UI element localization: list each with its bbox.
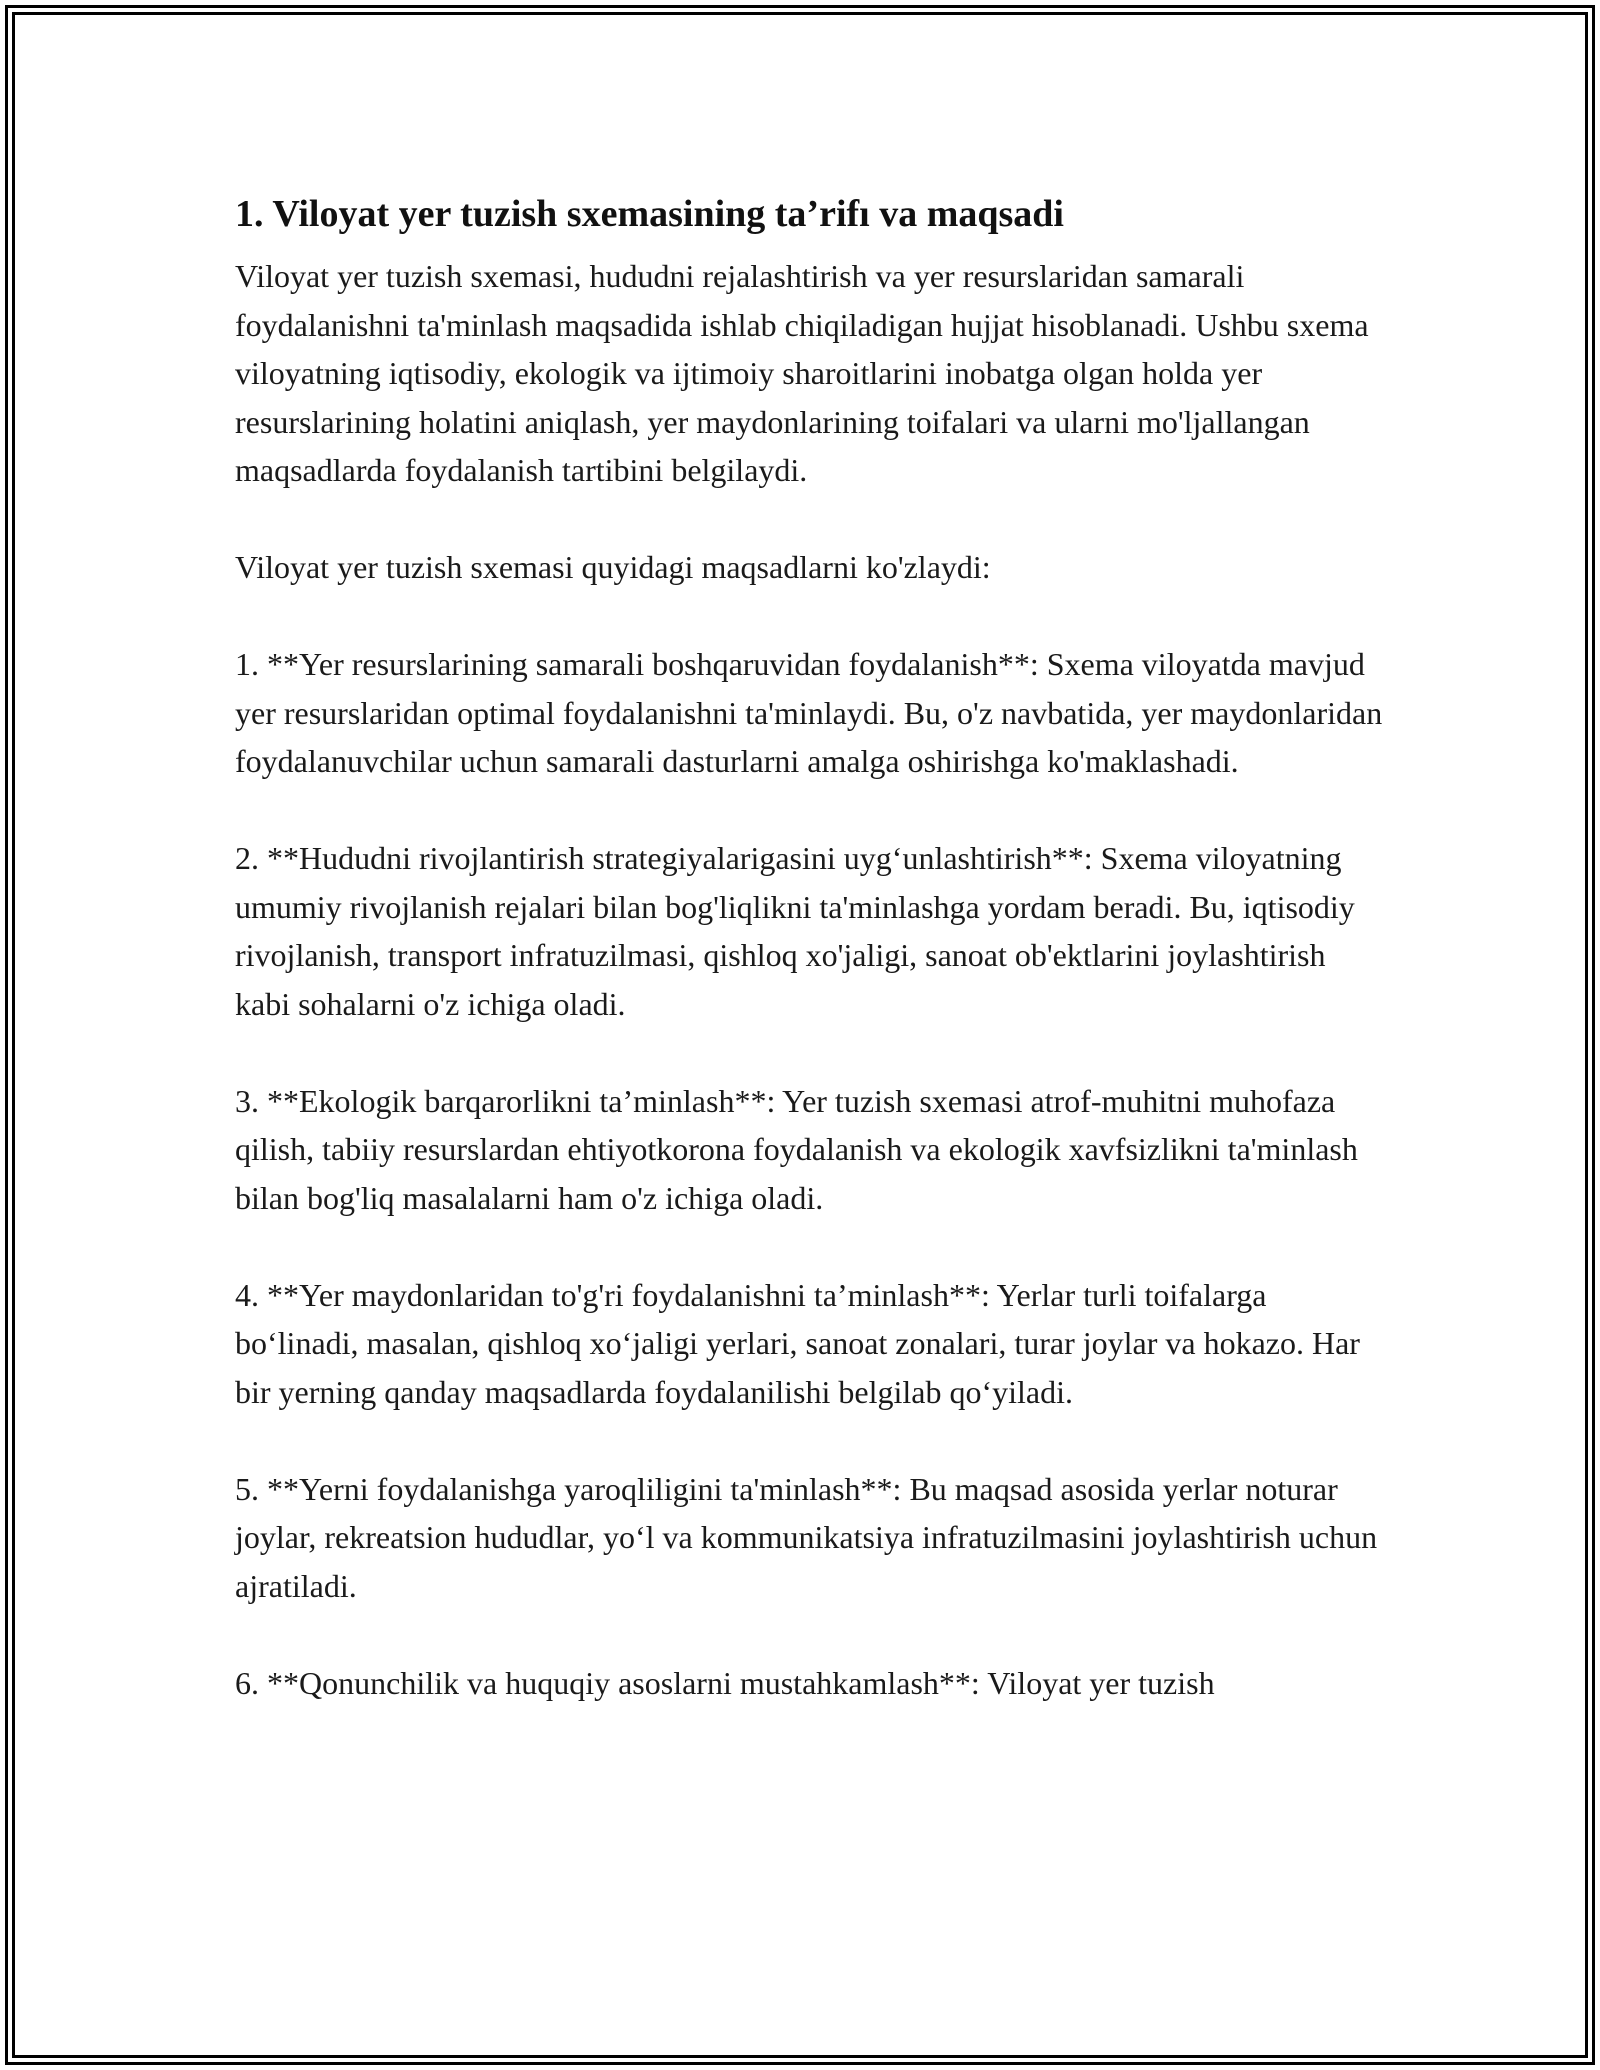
section-heading: 1. Viloyat yer tuzish sxemasining ta’rifı va maqsadi bbox=[235, 193, 1064, 235]
goal-item-3: 3. **Ekologik barqarorlikni ta’minlash**: Yer tuzish sxemasi atrof-muhitni muhofaza qilish, tabiiy resurslardan ehtiyotkorona foydalanish va ekologik xavfsizlikni ta'minlash bilan bog'liq masalalarni ham o'z ichiga oladi. bbox=[235, 1082, 1358, 1216]
intro-paragraph: Viloyat yer tuzish sxemasi, hududni rejalashtirish va yer resurslaridan samarali foydalanishni ta'minlash maqsadida ishlab chiqiladigan hujjat hisoblanadi. Ushbu sxema viloyatning iqtisodiy, ekologik va ijtimoiy sharoitlarini inobatga olgan holda yer resurslarining holatini aniqlash, yer maydonlarining toifalari va ularni mo'ljallangan maqsadlarda foydalanish tartibini belgilaydi. bbox=[235, 258, 1369, 488]
goal-item-2: 2. **Hududni rivojlantirish strategiyalarigasini uyg‘unlashtirish**: Sxema viloyatning umumiy rivojlanish rejalari bilan bog'liqlikni ta'minlashga yordam beradi. Bu, iqtisodiy rivojlanish, transport infratuzilmasi, qishloq xo'jaligi, sanoat ob'ektlarini joylashtirish kabi sohalarni o'z ichiga oladi. bbox=[235, 840, 1355, 1022]
document-body bbox=[235, 188, 1385, 1756]
goal-item-1: 1. **Yer resurslarining samarali boshqaruvidan foydalanish**: Sxema viloyatda mavjud yer resurslaridan optimal foydalanishni ta'minlaydi. Bu, o'z navbatida, yer maydonlaridan foydalanuvchilar uchun samarali dasturlarni amalga oshirishga ko'maklashadi. bbox=[235, 646, 1383, 779]
goal-item-5: 5. **Yerni foydalanishga yaroqliligini ta'minlash**: Bu maqsad asosida yerlar noturar joylar, rekreatsion hududlar, yo‘l va kommunikatsiya infratuzilmasini joylashtirish uchun ajratiladi. bbox=[235, 1470, 1378, 1604]
goal-item-4: 4. **Yer maydonlaridan to'g'ri foydalanishni ta’minlash**: Yerlar turli toifalarga bo‘linadi, masalan, qishloq xo‘jaligi yerlari, sanoat zonalari, turar joylar va hokazo. Har bir yerning qanday maqsadlarda foydalanilishi belgilab qo‘yiladi. bbox=[235, 1276, 1360, 1410]
goals-lead-paragraph: Viloyat yer tuzish sxemasi quyidagi maqsadlarni ko'zlaydi: bbox=[235, 549, 991, 585]
goal-item-6: 6. **Qonunchilik va huquqiy asoslarni mustahkamlash**: Viloyat yer tuzish bbox=[235, 1664, 1215, 1701]
